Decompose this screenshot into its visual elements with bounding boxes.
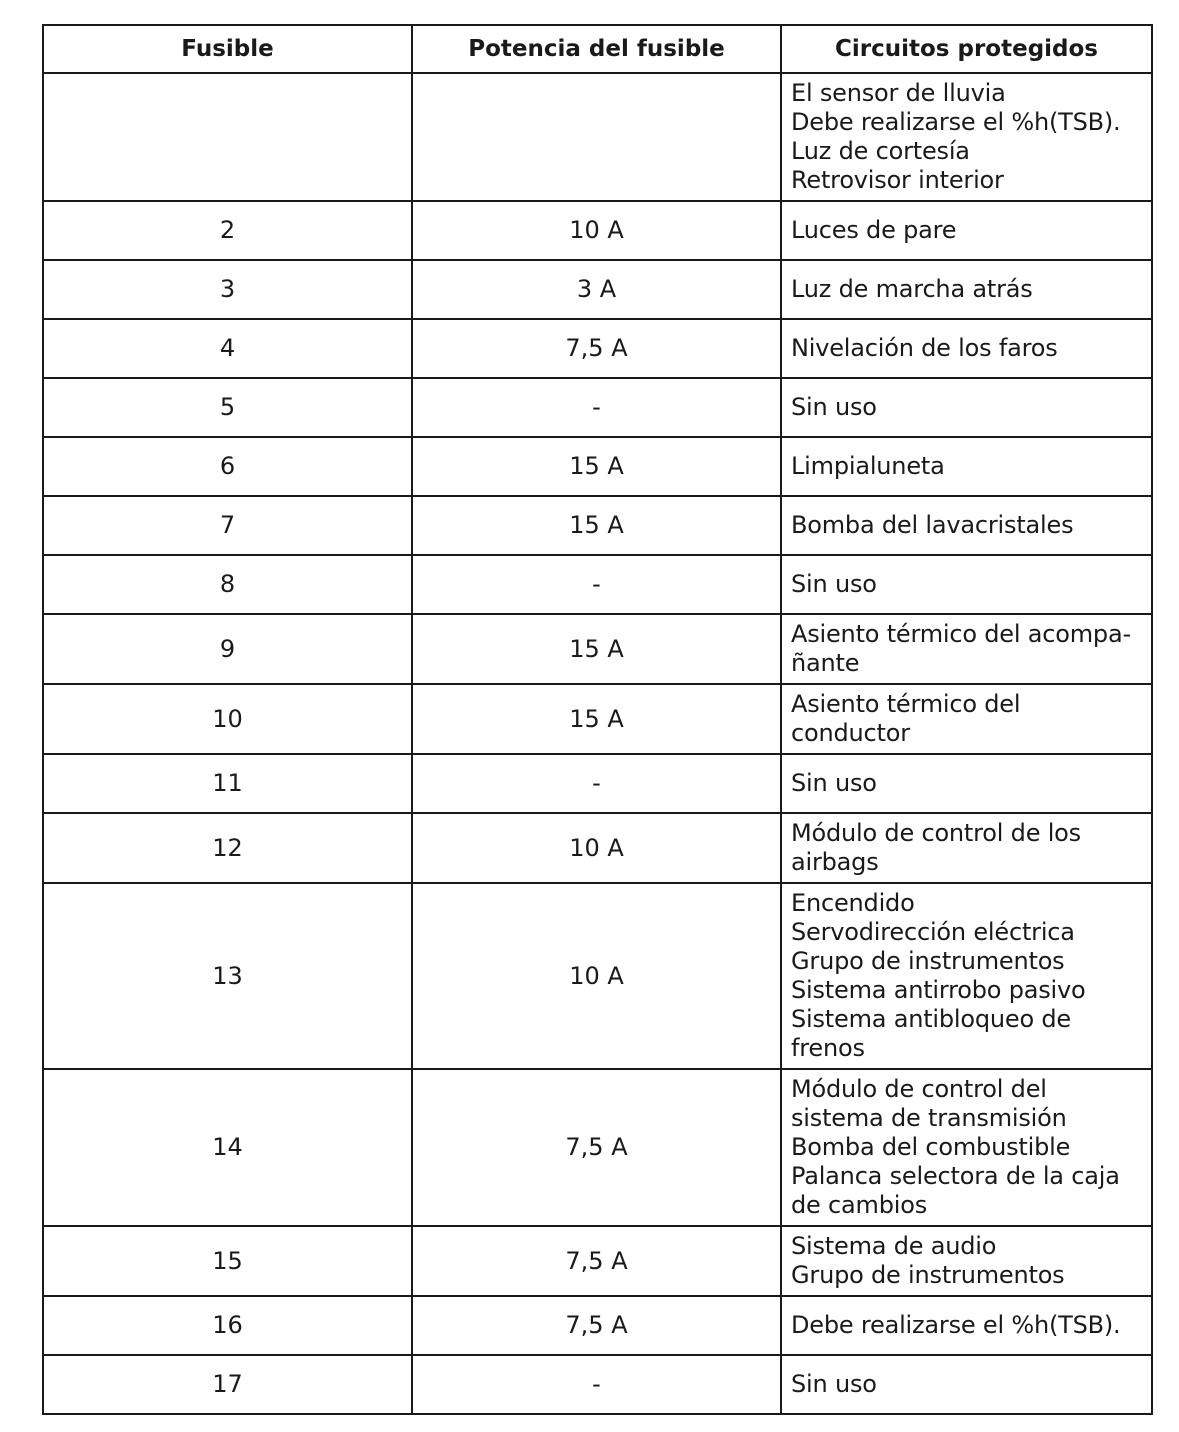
fuse-rating-cell: 15 A: [412, 614, 781, 684]
fuse-rating-cell: [412, 73, 781, 201]
circuit-line: Módulo de control del: [791, 1075, 1047, 1103]
circuit-line: El sensor de lluvia: [791, 79, 1006, 107]
table-row: [43, 1226, 1152, 1296]
protected-circuits-cell: [781, 1355, 1152, 1414]
fuse-rating-cell: 15 A: [412, 496, 781, 555]
circuit-line: Retrovisor interior: [791, 166, 1004, 194]
fuse-number-cell: 3: [43, 260, 412, 319]
protected-circuits-cell: [781, 437, 1152, 496]
protected-circuits-cell: [781, 684, 1152, 754]
table-row: [43, 813, 1152, 883]
circuit-line: Bomba del combustible: [791, 1133, 1071, 1161]
protected-circuits-cell: [781, 1296, 1152, 1355]
protected-circuits-cell: [781, 319, 1152, 378]
table-row: [43, 883, 1152, 1069]
fuse-number-cell: [43, 73, 412, 201]
fuse-number-cell: 2: [43, 201, 412, 260]
circuit-line: Sin uso: [791, 393, 877, 421]
circuit-line: Asiento térmico del acompa-: [791, 620, 1131, 648]
fuse-number-cell: 9: [43, 614, 412, 684]
protected-circuits-cell: [781, 496, 1152, 555]
circuit-line: Sistema de audio: [791, 1232, 997, 1260]
fuse-rating-cell: 15 A: [412, 437, 781, 496]
circuit-line: Encendido: [791, 889, 915, 917]
circuit-line: Servodirección eléctrica: [791, 918, 1075, 946]
fuse-number-cell: 8: [43, 555, 412, 614]
header-circuits: Circuitos protegidos: [781, 25, 1152, 73]
circuit-line: Sin uso: [791, 570, 877, 598]
fuse-rating-cell: 7,5 A: [412, 1296, 781, 1355]
fuse-rating-cell: -: [412, 754, 781, 813]
fuse-number-cell: 14: [43, 1069, 412, 1226]
fuse-number-cell: 10: [43, 684, 412, 754]
fuse-rating-cell: 7,5 A: [412, 319, 781, 378]
table-row: [43, 378, 1152, 437]
table-row: [43, 754, 1152, 813]
fuse-number-cell: 6: [43, 437, 412, 496]
fuse-rating-cell: 7,5 A: [412, 1069, 781, 1226]
table-row: [43, 1069, 1152, 1226]
table-row: [43, 496, 1152, 555]
table-row: [43, 319, 1152, 378]
protected-circuits-cell: [781, 813, 1152, 883]
protected-circuits-cell: [781, 1069, 1152, 1226]
fuse-rating-cell: 10 A: [412, 813, 781, 883]
circuit-line: Módulo de control de los: [791, 819, 1081, 847]
protected-circuits-cell: [781, 378, 1152, 437]
protected-circuits-cell: [781, 614, 1152, 684]
fuse-rating-cell: 10 A: [412, 883, 781, 1069]
fuse-number-cell: 7: [43, 496, 412, 555]
fuse-rating-cell: -: [412, 555, 781, 614]
circuit-line: sistema de transmisión: [791, 1104, 1067, 1132]
protected-circuits-cell: [781, 1226, 1152, 1296]
table-row: [43, 1355, 1152, 1414]
circuit-line: Bomba del lavacristales: [791, 511, 1074, 539]
circuit-line: Debe realizarse el %h(TSB).: [791, 108, 1121, 136]
circuit-line: Palanca selectora de la caja: [791, 1162, 1120, 1190]
circuit-line: Grupo de instrumentos: [791, 1261, 1065, 1289]
circuit-line: Sin uso: [791, 1370, 877, 1398]
table-row: [43, 73, 1152, 201]
circuit-line: de cambios: [791, 1191, 928, 1219]
fuse-rating-cell: 7,5 A: [412, 1226, 781, 1296]
fuse-table: [42, 24, 1153, 1415]
header-row: [43, 25, 1152, 73]
protected-circuits-cell: [781, 555, 1152, 614]
header-rating: Potencia del fusible: [412, 25, 781, 73]
circuit-line: Nivelación de los faros: [791, 334, 1058, 362]
table-row: [43, 684, 1152, 754]
circuit-line: Grupo de instrumentos: [791, 947, 1065, 975]
fuse-rating-cell: -: [412, 378, 781, 437]
fuse-rating-cell: -: [412, 1355, 781, 1414]
fuse-number-cell: 16: [43, 1296, 412, 1355]
fuse-rating-cell: 3 A: [412, 260, 781, 319]
circuit-line: Sistema antirrobo pasivo: [791, 976, 1086, 1004]
table-row: [43, 260, 1152, 319]
protected-circuits-cell: [781, 73, 1152, 201]
circuit-line: frenos: [791, 1034, 865, 1062]
circuit-line: Luces de pare: [791, 216, 957, 244]
protected-circuits-cell: [781, 754, 1152, 813]
circuit-line: Debe realizarse el %h(TSB).: [791, 1311, 1121, 1339]
circuit-line: Asiento térmico del: [791, 690, 1021, 718]
fuse-table-header: [43, 25, 1152, 73]
protected-circuits-cell: [781, 260, 1152, 319]
table-row: [43, 555, 1152, 614]
fuse-number-cell: 13: [43, 883, 412, 1069]
circuit-line: ñante: [791, 649, 860, 677]
fuse-rating-cell: 10 A: [412, 201, 781, 260]
protected-circuits-cell: [781, 883, 1152, 1069]
fuse-number-cell: 12: [43, 813, 412, 883]
circuit-line: Sistema antibloqueo de: [791, 1005, 1072, 1033]
circuit-line: Sin uso: [791, 769, 877, 797]
fuse-number-cell: 5: [43, 378, 412, 437]
table-row: [43, 437, 1152, 496]
fuse-number-cell: 17: [43, 1355, 412, 1414]
fuse-table-body: [43, 73, 1152, 1414]
circuit-line: Limpialuneta: [791, 452, 945, 480]
fuse-number-cell: 11: [43, 754, 412, 813]
protected-circuits-cell: [781, 201, 1152, 260]
circuit-line: airbags: [791, 848, 879, 876]
circuit-line: conductor: [791, 719, 910, 747]
circuit-line: Luz de marcha atrás: [791, 275, 1033, 303]
fuse-number-cell: 15: [43, 1226, 412, 1296]
table-row: [43, 614, 1152, 684]
fuse-rating-cell: 15 A: [412, 684, 781, 754]
fuse-number-cell: 4: [43, 319, 412, 378]
header-fuse: Fusible: [43, 25, 412, 73]
circuit-line: Luz de cortesía: [791, 137, 970, 165]
table-row: [43, 201, 1152, 260]
table-row: [43, 1296, 1152, 1355]
